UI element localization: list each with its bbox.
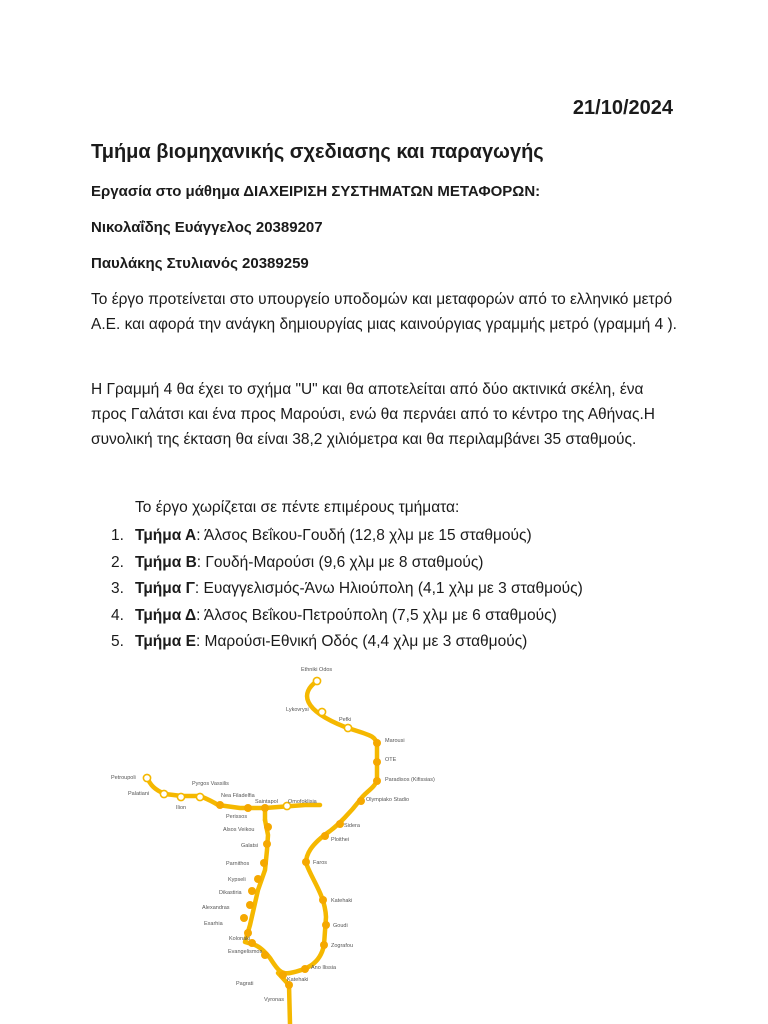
list-item: 2. Τμήμα Β: Γουδή-Μαρούσι (9,6 χλμ με 8 σταθμούς)	[111, 553, 484, 571]
station-marker	[373, 758, 381, 766]
station-label: Galatsi	[241, 843, 259, 849]
list-item: 3. Τμήμα Γ: Ευαγγελισμός-Άνω Ηλιούπολη (4,1 χλμ με 3 σταθμούς)	[111, 580, 583, 597]
station-label: Faros	[313, 860, 328, 866]
station-marker	[160, 790, 167, 797]
station-label: Ilion	[176, 805, 187, 811]
station-label: Olympiako Stadio	[366, 797, 410, 803]
station-marker	[216, 801, 224, 809]
station-marker	[301, 965, 309, 973]
parts-list	[111, 523, 583, 656]
station-label: Zografou	[331, 943, 354, 949]
station-label: Kypseli	[228, 877, 246, 883]
station-marker	[318, 708, 325, 715]
station-label: Lykovrysi	[286, 707, 309, 713]
station-marker	[302, 858, 310, 866]
station-marker	[336, 820, 344, 828]
station-label: Omofoklisia	[288, 799, 317, 805]
station-label: Saintapol	[255, 799, 278, 805]
station-label: OTE	[385, 757, 397, 763]
station-marker	[264, 823, 272, 831]
course-title: Εργασία στο μάθημα ΔΙΑΧΕΙΡΙΣΗ ΣΥΣΤΗΜΑΤΩΝ ΜΕΤΑΦΟΡΩΝ:	[91, 183, 541, 200]
station-marker	[321, 832, 329, 840]
station-label: Paradisos (Kifissias)	[385, 777, 435, 783]
station-label: Exarhia	[204, 921, 223, 927]
route-lines	[147, 681, 377, 1024]
station-marker	[244, 804, 252, 812]
author-2: Παυλάκης Στυλιανός 20389259	[91, 255, 309, 272]
list-item: 4. Τμήμα Δ: Άλσος Βεΐκου-Πετρούπολη (7,5 χλμ με 6 σταθμούς)	[111, 606, 557, 624]
station-marker	[320, 941, 328, 949]
station-marker	[246, 901, 254, 909]
station-marker	[373, 739, 381, 747]
station-label: Katehaki	[331, 898, 353, 904]
station-label: Vyronas	[264, 997, 284, 1003]
station-marker	[254, 875, 262, 883]
station-label: Ploithei	[331, 837, 350, 843]
paragraph-intro: Το έργο προτείνεται στο υπουργείο υποδομών και μεταφορών από το ελληνικό μετρό Α.Ε. και αφορά την ανάγκη δημιουργίας μιας καινούργιας γραμμής μετρό (γραμμή 4 ).	[91, 291, 677, 333]
station-label: Ethniki Odos	[301, 667, 333, 673]
station-label: Goudi	[333, 923, 348, 929]
station-marker	[263, 840, 271, 848]
station-label: Evangelismos	[228, 949, 263, 955]
station-label: Sidera	[344, 823, 360, 829]
station-marker	[319, 896, 327, 904]
document-date: 21/10/2024	[572, 97, 673, 119]
station-label: Marousi	[385, 738, 405, 744]
station-marker	[143, 774, 150, 781]
department-heading: Τμήμα βιομηχανικής σχεδιασης και παραγωγής	[91, 141, 544, 163]
station-marker	[260, 859, 268, 867]
station-label: Petroupoli	[111, 775, 136, 781]
station-label: Katehaki	[287, 977, 309, 983]
author-1: Νικολαΐδης Ευάγγελος 20389207	[91, 219, 323, 236]
station-marker	[261, 804, 269, 812]
station-marker	[279, 971, 287, 979]
list-item: 5. Τμήμα Ε: Μαρούσι-Εθνική Οδός (4,4 χλμ με 3 σταθμούς)	[111, 633, 528, 650]
station-label: Pyrgos Vassilis	[192, 781, 229, 787]
station-label: Alexandras	[202, 905, 230, 911]
station-labels	[111, 667, 435, 1003]
parts-intro: Το έργο χωρίζεται σε πέντε επιμέρους τμήματα:	[135, 499, 460, 516]
station-marker	[240, 914, 248, 922]
station-label: Pagrati	[236, 981, 254, 987]
metro-line-map	[0, 655, 768, 1024]
station-label: Nea Filadelfia	[221, 793, 255, 799]
station-marker	[344, 724, 351, 731]
station-label: Perissos	[226, 814, 248, 820]
station-marker	[322, 921, 330, 929]
paragraph-line4: Η Γραμμή 4 θα έχει το σχήμα "U" και θα αποτελείται από δύο ακτινικά σκέλη, ένα προς Γαλάτσι και ένα προς Μαρούσι, ενώ θα περνάει από το κέντρο της Αθήνας.Η συνολική της έκταση θα είναι 38,2 χιλιόμετρα και θα περιλαμβάνει 35 σταθμούς.	[91, 381, 655, 448]
station-marker	[177, 793, 184, 800]
station-marker	[248, 887, 256, 895]
station-label: Alsos Veikou	[223, 827, 255, 833]
station-label: Kolonaki	[229, 936, 251, 942]
station-marker	[313, 677, 320, 684]
station-label: Pefki	[339, 717, 352, 723]
station-marker	[373, 777, 381, 785]
station-marker	[357, 797, 365, 805]
station-label: Dikastiria	[219, 890, 242, 896]
list-item: 1. Τμήμα Α: Άλσος Βεΐκου-Γουδή (12,8 χλμ με 15 σταθμούς)	[111, 527, 532, 544]
station-label: Palatiani	[128, 791, 150, 797]
station-marker	[196, 793, 203, 800]
station-label: Parnithos	[226, 861, 250, 867]
station-label: Ano Ilissia	[311, 965, 337, 971]
